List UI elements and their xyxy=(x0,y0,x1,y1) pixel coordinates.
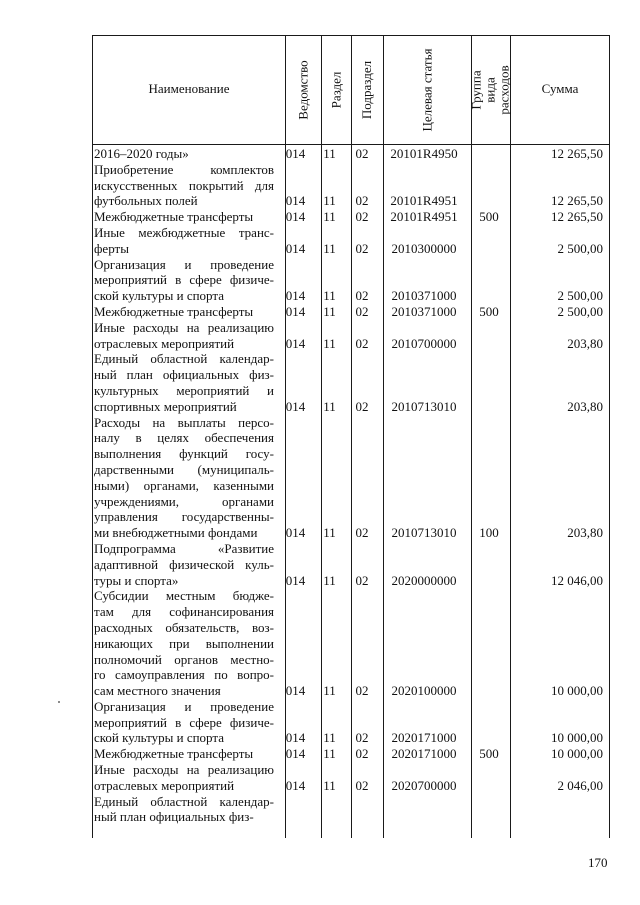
row-name-line: Подпрограмма «Развитие xyxy=(94,540,274,556)
row-name-line: Иные межбюджетные транс- xyxy=(94,224,274,240)
header-razdel-label: Раздел xyxy=(328,71,344,109)
row-name-line: выполнения функций госу- xyxy=(94,446,274,462)
table-row xyxy=(93,304,609,320)
row-tselevaya: 2010300000 xyxy=(391,240,457,256)
row-summa: 2 500,00 xyxy=(557,303,603,319)
row-tselevaya: 20101R4950 xyxy=(390,146,458,161)
row-tselevaya: 2020171000 xyxy=(391,730,457,746)
row-name-line: полномочий органов местно- xyxy=(94,651,274,667)
row-name-line: Единый областной календар- xyxy=(94,351,274,367)
table-row xyxy=(93,699,609,746)
row-razdel: 11 xyxy=(323,683,336,699)
table-row xyxy=(93,762,609,794)
row-name-line: Расходы на выплаты персо- xyxy=(94,414,274,430)
table-row xyxy=(93,146,609,162)
row-summa: 12 046,00 xyxy=(551,572,603,588)
row-name-line: Иные расходы на реализацию xyxy=(94,319,274,335)
row-name xyxy=(93,304,277,320)
row-gruppa: 500 xyxy=(479,746,499,762)
row-summa: 203,80 xyxy=(567,525,603,541)
row-podrazdel: 02 xyxy=(355,146,369,161)
row-name-line: 2016–2020 годы» xyxy=(94,146,189,161)
row-name-line: никающих при выполнении xyxy=(94,635,274,651)
row-name-line: там для софинансирования xyxy=(94,604,274,620)
row-name xyxy=(93,541,277,588)
row-tselevaya: 2010713010 xyxy=(391,398,457,414)
scan-speck xyxy=(58,701,60,703)
header-podrazdel xyxy=(352,36,383,144)
header-gruppa xyxy=(469,36,512,144)
row-name-line: спортивных мероприятий xyxy=(94,398,237,414)
row-razdel: 11 xyxy=(323,240,336,256)
row-vedomstvo: 014 xyxy=(285,209,306,225)
row-summa: 2 500,00 xyxy=(557,240,603,256)
row-name-line: ными) органами, казенными xyxy=(94,477,274,493)
table-row xyxy=(93,351,609,414)
row-podrazdel: 02 xyxy=(355,683,369,699)
row-name-line: ный план официальных физ- xyxy=(94,809,254,825)
row-name xyxy=(93,320,277,352)
table-body xyxy=(93,146,609,825)
table-row xyxy=(93,257,609,304)
row-tselevaya: 2020000000 xyxy=(391,572,457,588)
row-name xyxy=(93,162,277,209)
row-tselevaya: 2010700000 xyxy=(391,335,457,351)
table-row xyxy=(93,541,609,588)
row-name-line: учреждениями, органами xyxy=(94,493,274,509)
row-tselevaya: 2020171000 xyxy=(391,746,457,762)
row-name xyxy=(93,588,277,699)
row-summa: 203,80 xyxy=(567,398,603,414)
row-podrazdel: 02 xyxy=(355,209,369,225)
row-name-line: управления государственны- xyxy=(94,509,274,525)
row-razdel: 11 xyxy=(323,746,336,762)
row-name-line: сам местного значения xyxy=(94,683,221,699)
row-tselevaya: 2020700000 xyxy=(391,777,457,793)
row-razdel: 11 xyxy=(323,146,336,161)
row-name-line: го самоуправления по вопро- xyxy=(94,667,274,683)
row-name-line: ферты xyxy=(94,240,129,256)
row-tselevaya: 20101R4951 xyxy=(390,209,458,225)
row-razdel: 11 xyxy=(323,193,336,209)
row-tselevaya: 20101R4951 xyxy=(390,193,458,209)
row-vedomstvo: 014 xyxy=(285,146,306,161)
row-razdel: 11 xyxy=(323,777,336,793)
header-vedomstvo-label: Ведомство xyxy=(295,60,311,120)
row-name-line: Организация и проведение xyxy=(94,698,274,714)
row-razdel: 11 xyxy=(323,209,336,225)
table-row xyxy=(93,746,609,762)
row-summa: 12 265,50 xyxy=(551,146,603,161)
table-row xyxy=(93,209,609,225)
row-name xyxy=(93,794,277,826)
row-podrazdel: 02 xyxy=(355,240,369,256)
row-summa: 10 000,00 xyxy=(551,746,603,762)
row-razdel: 11 xyxy=(323,335,336,351)
row-name-line: ской культуры и спорта xyxy=(94,730,224,746)
table-row xyxy=(93,588,609,699)
header-summa: Сумма xyxy=(541,81,579,96)
row-name-line: культурных мероприятий и xyxy=(94,382,274,398)
header-name: Наименование xyxy=(148,81,230,96)
row-podrazdel: 02 xyxy=(355,335,369,351)
row-name-line: Межбюджетные трансферты xyxy=(94,209,254,225)
row-vedomstvo: 014 xyxy=(285,303,306,319)
row-name-line: Межбюджетные трансферты xyxy=(94,303,254,319)
row-summa: 10 000,00 xyxy=(551,683,603,699)
row-summa: 12 265,50 xyxy=(551,209,603,225)
row-vedomstvo: 014 xyxy=(285,288,306,304)
row-name xyxy=(93,746,277,762)
header-podrazdel-label: Подраздел xyxy=(359,60,375,120)
row-name-line: Межбюджетные трансферты xyxy=(94,746,254,762)
row-vedomstvo: 014 xyxy=(285,398,306,414)
header-gruppa-label: Группа вида расходов xyxy=(469,65,512,115)
row-podrazdel: 02 xyxy=(355,572,369,588)
row-razdel: 11 xyxy=(323,730,336,746)
row-vedomstvo: 014 xyxy=(285,683,306,699)
row-razdel: 11 xyxy=(323,525,336,541)
table-right-border xyxy=(609,35,610,838)
row-name xyxy=(93,762,277,794)
row-name-line: дарственными (муниципаль- xyxy=(94,461,274,477)
row-razdel: 11 xyxy=(323,303,336,319)
header-razdel xyxy=(322,36,351,144)
row-name xyxy=(93,209,277,225)
row-name-line: Субсидии местным бюдже- xyxy=(94,588,274,604)
row-vedomstvo: 014 xyxy=(285,777,306,793)
row-summa: 2 046,00 xyxy=(557,777,603,793)
row-tselevaya: 2010371000 xyxy=(391,288,457,304)
row-vedomstvo: 014 xyxy=(285,525,306,541)
row-razdel: 11 xyxy=(323,288,336,304)
row-name-line: Единый областной календар- xyxy=(94,793,274,809)
row-summa: 203,80 xyxy=(567,335,603,351)
row-summa: 10 000,00 xyxy=(551,730,603,746)
row-podrazdel: 02 xyxy=(355,398,369,414)
row-vedomstvo: 014 xyxy=(285,746,306,762)
row-name-line: ный план официальных физ- xyxy=(94,367,274,383)
row-name-line: адаптивной физической куль- xyxy=(94,556,274,572)
row-name xyxy=(93,415,277,541)
row-vedomstvo: 014 xyxy=(285,730,306,746)
row-name-line: ми внебюджетными фондами xyxy=(94,525,258,541)
row-vedomstvo: 014 xyxy=(285,240,306,256)
row-razdel: 11 xyxy=(323,398,336,414)
row-name-line: ской культуры и спорта xyxy=(94,288,224,304)
row-podrazdel: 02 xyxy=(355,777,369,793)
row-name-line: Иные расходы на реализацию xyxy=(94,762,274,778)
row-name-line: мероприятий в сфере физиче- xyxy=(94,272,274,288)
row-razdel: 11 xyxy=(323,572,336,588)
row-name-line: футбольных полей xyxy=(94,193,198,209)
row-vedomstvo: 014 xyxy=(285,193,306,209)
row-tselevaya: 2010371000 xyxy=(391,303,457,319)
row-summa: 12 265,50 xyxy=(551,193,603,209)
header-vedomstvo xyxy=(286,36,321,144)
row-name xyxy=(93,146,277,162)
row-podrazdel: 02 xyxy=(355,525,369,541)
row-name-line: расходных обязательств, воз- xyxy=(94,619,274,635)
row-name-line: отраслевых мероприятий xyxy=(94,335,235,351)
row-tselevaya: 2020100000 xyxy=(391,683,457,699)
row-vedomstvo: 014 xyxy=(285,335,306,351)
row-name-line: отраслевых мероприятий xyxy=(94,777,235,793)
row-gruppa: 500 xyxy=(479,303,499,319)
table-row xyxy=(93,162,609,209)
row-vedomstvo: 014 xyxy=(285,572,306,588)
row-podrazdel: 02 xyxy=(355,303,369,319)
table-row xyxy=(93,225,609,257)
row-podrazdel: 02 xyxy=(355,288,369,304)
row-name-line: Приобретение комплектов xyxy=(94,161,274,177)
table-row xyxy=(93,415,609,541)
row-name-line: Организация и проведение xyxy=(94,256,274,272)
row-gruppa: 100 xyxy=(479,525,499,541)
row-name xyxy=(93,257,277,304)
row-podrazdel: 02 xyxy=(355,746,369,762)
table-row xyxy=(93,320,609,352)
table-row xyxy=(93,794,609,826)
row-name-line: искусственных покрытий для xyxy=(94,177,274,193)
row-gruppa: 500 xyxy=(479,209,499,225)
row-summa: 2 500,00 xyxy=(557,288,603,304)
row-name xyxy=(93,699,277,746)
row-name-line: туры и спорта» xyxy=(94,572,179,588)
row-name xyxy=(93,225,277,257)
row-podrazdel: 02 xyxy=(355,730,369,746)
header-tselevaya xyxy=(384,36,471,144)
row-tselevaya: 2010713010 xyxy=(391,525,457,541)
header-tselevaya-label: Целевая статья xyxy=(419,48,435,132)
row-name-line: мероприятий в сфере физиче- xyxy=(94,714,274,730)
row-name xyxy=(93,351,277,414)
row-name-line: налу в целях обеспечения xyxy=(94,430,274,446)
row-podrazdel: 02 xyxy=(355,193,369,209)
page-number: 170 xyxy=(588,855,608,870)
